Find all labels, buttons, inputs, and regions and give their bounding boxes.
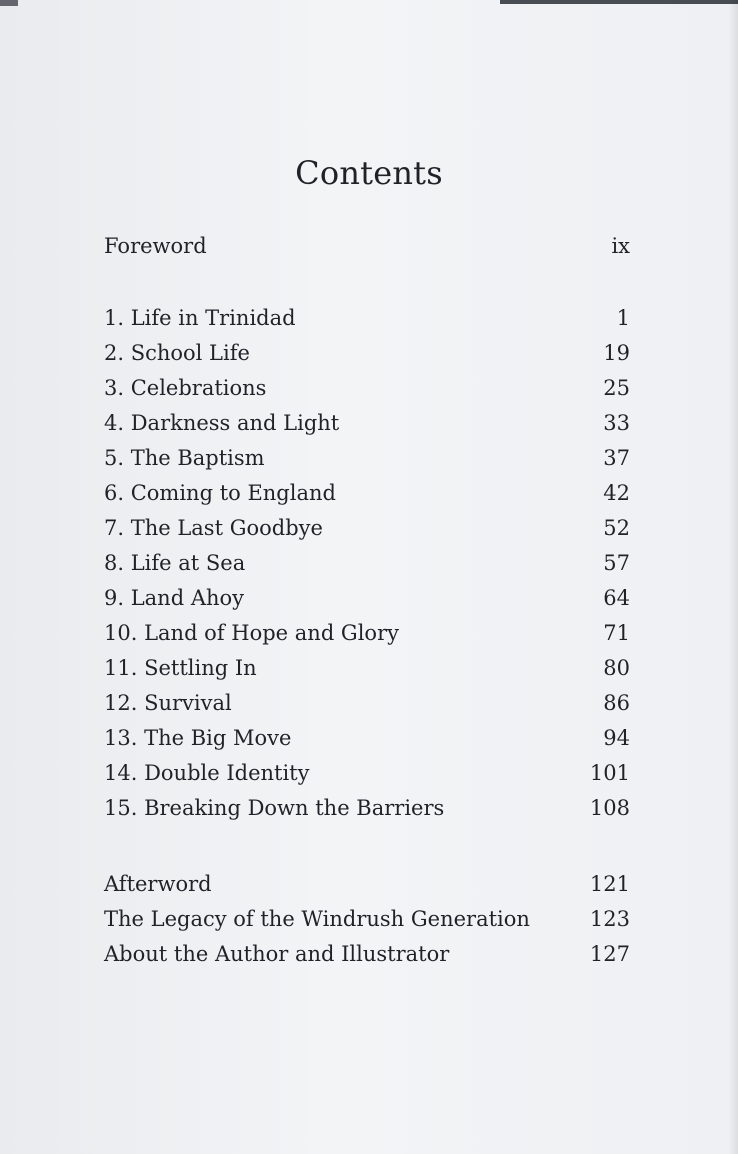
toc-entry: [104, 581, 630, 616]
toc-entry-page: 121: [589, 872, 630, 896]
toc-entry-page: 57: [603, 551, 630, 575]
toc-entry-label: About the Author and Illustrator: [104, 942, 450, 966]
toc-entry-label: 15. Breaking Down the Barriers: [104, 796, 445, 820]
toc-entry-page: 19: [603, 341, 630, 365]
toc-entry-label: 11. Settling In: [104, 656, 257, 680]
toc-entry-label: 3. Celebrations: [104, 376, 267, 400]
toc-entry-label: 14. Double Identity: [104, 761, 310, 785]
toc-entry-label: 12. Survival: [104, 691, 232, 715]
toc-entry-page: 64: [603, 586, 630, 610]
toc-entry: [104, 937, 630, 972]
corner-edge-mark: [0, 0, 18, 6]
toc-entry: [104, 756, 630, 791]
toc-back-matter: [104, 867, 630, 972]
toc-entry: [104, 651, 630, 686]
toc-entry: [104, 511, 630, 546]
toc-chapters: [104, 301, 630, 826]
toc-entry-page: 52: [603, 516, 630, 540]
toc-entry-label: 10. Land of Hope and Glory: [104, 621, 399, 645]
toc-entry-label: 6. Coming to England: [104, 481, 336, 505]
toc-entry: [104, 476, 630, 511]
toc-entry-label: 13. The Big Move: [104, 726, 292, 750]
toc-entry-page: 42: [603, 481, 630, 505]
toc-entry-label: 9. Land Ahoy: [104, 586, 245, 610]
toc-entry: [104, 441, 630, 476]
toc-entry: [104, 229, 630, 264]
toc-entry-label: 7. The Last Goodbye: [104, 516, 323, 540]
toc-entry-page: 94: [603, 726, 630, 750]
page-title: Contents: [295, 154, 443, 192]
top-edge-mark: [500, 0, 738, 4]
toc-entry-page: 101: [589, 761, 630, 785]
toc-entry-label: 4. Darkness and Light: [104, 411, 340, 435]
toc-entry-page: 25: [603, 376, 630, 400]
toc-entry-label: Afterword: [104, 872, 212, 896]
toc-entry-label: The Legacy of the Windrush Generation: [104, 907, 530, 931]
toc-entry-label: 8. Life at Sea: [104, 551, 246, 575]
toc-entry: [104, 902, 630, 937]
toc-entry-page: 80: [603, 656, 630, 680]
toc-entry: [104, 616, 630, 651]
toc-entry-page: ix: [611, 234, 630, 258]
toc-entry: [104, 301, 630, 336]
toc-entry: [104, 791, 630, 826]
toc-entry: [104, 406, 630, 441]
toc-entry: [104, 336, 630, 371]
toc-entry-page: 108: [589, 796, 630, 820]
toc-entry-page: 1: [616, 306, 630, 330]
toc-entry: [104, 721, 630, 756]
toc-entry-page: 123: [589, 907, 630, 931]
toc-entry-label: 1. Life in Trinidad: [104, 306, 296, 330]
toc-entry: [104, 686, 630, 721]
toc-entry-page: 127: [589, 942, 630, 966]
toc-entry: [104, 546, 630, 581]
toc-entry-label: 2. School Life: [104, 341, 250, 365]
toc-entry: [104, 371, 630, 406]
toc-entry: [104, 867, 630, 902]
toc-front-matter: [104, 229, 630, 264]
toc-entry-page: 86: [603, 691, 630, 715]
toc-entry-label: Foreword: [104, 234, 207, 258]
toc-entry-page: 71: [603, 621, 630, 645]
toc-entry-label: 5. The Baptism: [104, 446, 265, 470]
toc-entry-page: 37: [603, 446, 630, 470]
toc-entry-page: 33: [603, 411, 630, 435]
